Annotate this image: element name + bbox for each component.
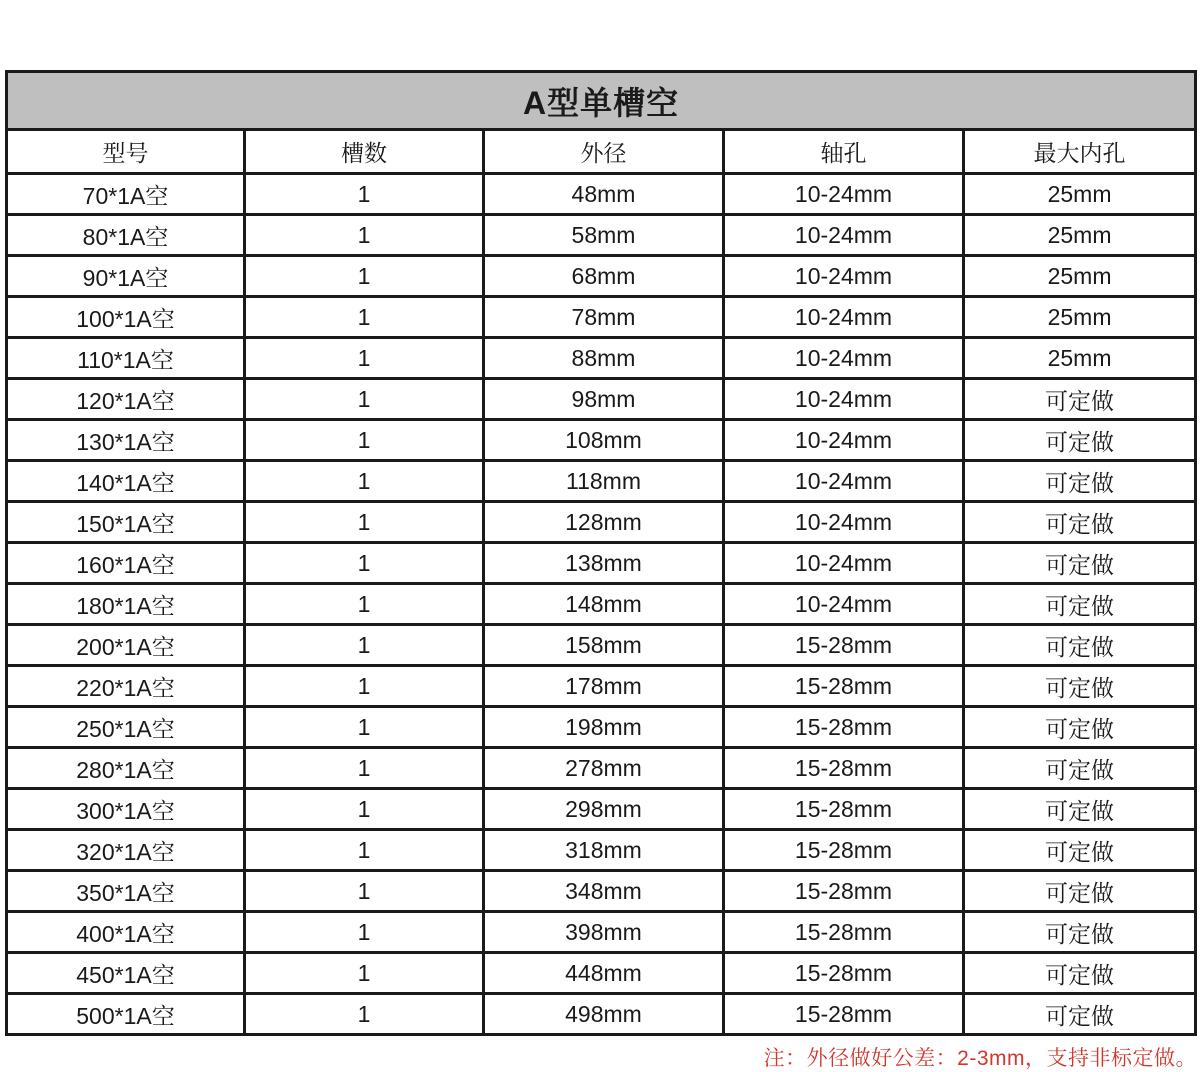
cell-outer-diameter: 128mm	[484, 502, 724, 543]
cell-model: 300*1A空	[7, 789, 245, 830]
cell-model: 180*1A空	[7, 584, 245, 625]
cell-max-inner-bore: 25mm	[964, 256, 1196, 297]
cell-outer-diameter: 148mm	[484, 584, 724, 625]
cell-max-inner-bore: 可定做	[964, 461, 1196, 502]
table-row	[7, 748, 1196, 789]
cell-shaft-hole: 10-24mm	[724, 379, 964, 420]
table-row	[7, 953, 1196, 994]
cell-max-inner-bore: 25mm	[964, 174, 1196, 215]
cell-groove-count: 1	[245, 215, 484, 256]
cell-shaft-hole: 10-24mm	[724, 338, 964, 379]
cell-shaft-hole: 10-24mm	[724, 174, 964, 215]
cell-outer-diameter: 398mm	[484, 912, 724, 953]
column-header-max-inner-bore: 最大内孔	[964, 130, 1196, 174]
cell-groove-count: 1	[245, 625, 484, 666]
cell-groove-count: 1	[245, 543, 484, 584]
table-row	[7, 297, 1196, 338]
cell-model: 110*1A空	[7, 338, 245, 379]
cell-model: 320*1A空	[7, 830, 245, 871]
cell-outer-diameter: 158mm	[484, 625, 724, 666]
table-row	[7, 543, 1196, 584]
cell-max-inner-bore: 可定做	[964, 789, 1196, 830]
table-title-row	[7, 72, 1196, 130]
cell-model: 130*1A空	[7, 420, 245, 461]
cell-max-inner-bore: 可定做	[964, 707, 1196, 748]
table-row	[7, 584, 1196, 625]
table-row	[7, 871, 1196, 912]
cell-shaft-hole: 15-28mm	[724, 625, 964, 666]
cell-groove-count: 1	[245, 748, 484, 789]
table-row	[7, 666, 1196, 707]
cell-outer-diameter: 88mm	[484, 338, 724, 379]
column-header-shaft-hole: 轴孔	[724, 130, 964, 174]
table-row	[7, 912, 1196, 953]
cell-model: 120*1A空	[7, 379, 245, 420]
cell-model: 500*1A空	[7, 994, 245, 1035]
cell-shaft-hole: 15-28mm	[724, 830, 964, 871]
spec-table	[5, 70, 1197, 1036]
table-body	[7, 174, 1196, 1035]
cell-outer-diameter: 108mm	[484, 420, 724, 461]
table-row	[7, 994, 1196, 1035]
cell-outer-diameter: 78mm	[484, 297, 724, 338]
cell-groove-count: 1	[245, 338, 484, 379]
cell-outer-diameter: 58mm	[484, 215, 724, 256]
cell-max-inner-bore: 可定做	[964, 953, 1196, 994]
cell-outer-diameter: 98mm	[484, 379, 724, 420]
cell-max-inner-bore: 可定做	[964, 994, 1196, 1035]
cell-shaft-hole: 10-24mm	[724, 215, 964, 256]
table-row	[7, 789, 1196, 830]
table-header-row	[7, 130, 1196, 174]
cell-max-inner-bore: 可定做	[964, 625, 1196, 666]
cell-max-inner-bore: 25mm	[964, 297, 1196, 338]
cell-groove-count: 1	[245, 707, 484, 748]
cell-groove-count: 1	[245, 297, 484, 338]
table-row	[7, 461, 1196, 502]
cell-outer-diameter: 348mm	[484, 871, 724, 912]
cell-max-inner-bore: 可定做	[964, 666, 1196, 707]
cell-model: 140*1A空	[7, 461, 245, 502]
cell-groove-count: 1	[245, 420, 484, 461]
table-row	[7, 174, 1196, 215]
cell-groove-count: 1	[245, 912, 484, 953]
cell-shaft-hole: 10-24mm	[724, 297, 964, 338]
cell-model: 280*1A空	[7, 748, 245, 789]
cell-outer-diameter: 318mm	[484, 830, 724, 871]
cell-groove-count: 1	[245, 461, 484, 502]
cell-max-inner-bore: 可定做	[964, 543, 1196, 584]
cell-outer-diameter: 448mm	[484, 953, 724, 994]
cell-model: 70*1A空	[7, 174, 245, 215]
table-title: A型单槽空	[7, 72, 1196, 130]
cell-shaft-hole: 15-28mm	[724, 912, 964, 953]
cell-model: 350*1A空	[7, 871, 245, 912]
cell-groove-count: 1	[245, 502, 484, 543]
cell-outer-diameter: 298mm	[484, 789, 724, 830]
cell-shaft-hole: 15-28mm	[724, 707, 964, 748]
cell-max-inner-bore: 可定做	[964, 830, 1196, 871]
cell-max-inner-bore: 可定做	[964, 420, 1196, 461]
cell-max-inner-bore: 可定做	[964, 871, 1196, 912]
cell-shaft-hole: 15-28mm	[724, 994, 964, 1035]
table-row	[7, 215, 1196, 256]
cell-shaft-hole: 10-24mm	[724, 420, 964, 461]
column-header-model: 型号	[7, 130, 245, 174]
cell-model: 450*1A空	[7, 953, 245, 994]
cell-max-inner-bore: 可定做	[964, 912, 1196, 953]
table-row	[7, 379, 1196, 420]
cell-model: 250*1A空	[7, 707, 245, 748]
cell-groove-count: 1	[245, 174, 484, 215]
cell-max-inner-bore: 25mm	[964, 215, 1196, 256]
cell-outer-diameter: 138mm	[484, 543, 724, 584]
cell-groove-count: 1	[245, 584, 484, 625]
cell-outer-diameter: 498mm	[484, 994, 724, 1035]
cell-outer-diameter: 278mm	[484, 748, 724, 789]
cell-shaft-hole: 10-24mm	[724, 502, 964, 543]
table-row	[7, 420, 1196, 461]
cell-shaft-hole: 10-24mm	[724, 461, 964, 502]
column-header-outer-diameter: 外径	[484, 130, 724, 174]
cell-groove-count: 1	[245, 789, 484, 830]
cell-groove-count: 1	[245, 953, 484, 994]
cell-shaft-hole: 15-28mm	[724, 789, 964, 830]
cell-model: 90*1A空	[7, 256, 245, 297]
cell-groove-count: 1	[245, 379, 484, 420]
table-row	[7, 625, 1196, 666]
cell-max-inner-bore: 可定做	[964, 584, 1196, 625]
table-row	[7, 338, 1196, 379]
cell-max-inner-bore: 可定做	[964, 379, 1196, 420]
cell-model: 200*1A空	[7, 625, 245, 666]
cell-model: 80*1A空	[7, 215, 245, 256]
cell-shaft-hole: 10-24mm	[724, 543, 964, 584]
cell-model: 150*1A空	[7, 502, 245, 543]
column-header-groove-count: 槽数	[245, 130, 484, 174]
table-row	[7, 256, 1196, 297]
cell-groove-count: 1	[245, 830, 484, 871]
cell-max-inner-bore: 可定做	[964, 502, 1196, 543]
cell-model: 220*1A空	[7, 666, 245, 707]
cell-outer-diameter: 118mm	[484, 461, 724, 502]
cell-max-inner-bore: 可定做	[964, 748, 1196, 789]
cell-shaft-hole: 10-24mm	[724, 256, 964, 297]
cell-shaft-hole: 15-28mm	[724, 871, 964, 912]
cell-groove-count: 1	[245, 871, 484, 912]
cell-shaft-hole: 15-28mm	[724, 666, 964, 707]
table-row	[7, 707, 1196, 748]
cell-model: 160*1A空	[7, 543, 245, 584]
cell-model: 100*1A空	[7, 297, 245, 338]
cell-outer-diameter: 178mm	[484, 666, 724, 707]
cell-outer-diameter: 198mm	[484, 707, 724, 748]
cell-max-inner-bore: 25mm	[964, 338, 1196, 379]
cell-groove-count: 1	[245, 666, 484, 707]
cell-model: 400*1A空	[7, 912, 245, 953]
cell-shaft-hole: 15-28mm	[724, 953, 964, 994]
cell-outer-diameter: 48mm	[484, 174, 724, 215]
cell-outer-diameter: 68mm	[484, 256, 724, 297]
tolerance-note: 注：外径做好公差：2-3mm，支持非标定做。	[763, 1047, 1197, 1070]
table-row	[7, 502, 1196, 543]
cell-shaft-hole: 10-24mm	[724, 584, 964, 625]
cell-shaft-hole: 15-28mm	[724, 748, 964, 789]
cell-groove-count: 1	[245, 256, 484, 297]
table-row	[7, 830, 1196, 871]
cell-groove-count: 1	[245, 994, 484, 1035]
